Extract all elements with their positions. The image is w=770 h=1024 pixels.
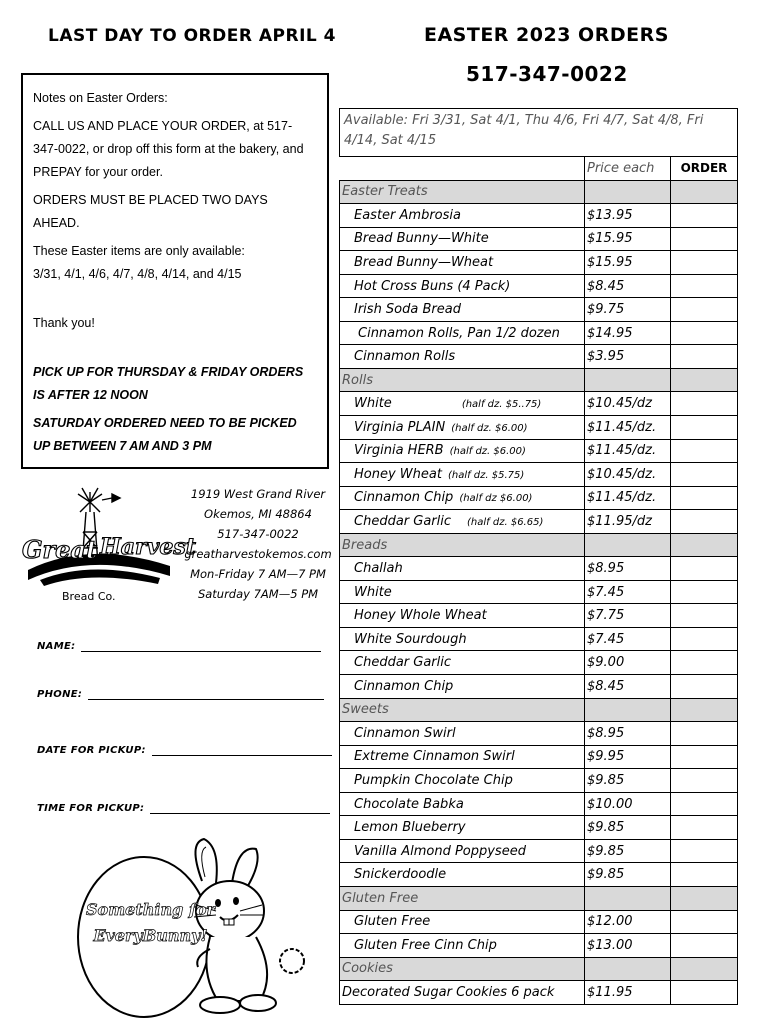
table-row bbox=[340, 627, 738, 651]
item-price: $10.00 bbox=[585, 792, 671, 816]
item-price: $15.95 bbox=[585, 227, 671, 251]
name-label: NAME: bbox=[37, 641, 76, 652]
table-row bbox=[340, 463, 738, 487]
item-cell bbox=[340, 439, 585, 463]
table-row bbox=[340, 769, 738, 793]
order-qty-cell[interactable] bbox=[671, 651, 738, 675]
availability-row bbox=[340, 109, 738, 157]
table-row bbox=[340, 934, 738, 958]
pickup-date-label: DATE FOR PICKUP: bbox=[37, 745, 146, 756]
table-row bbox=[340, 486, 738, 510]
item-name: Cheddar Garlic bbox=[354, 513, 452, 529]
item-price: $9.85 bbox=[585, 863, 671, 887]
table-row bbox=[340, 251, 738, 275]
notes-call-order: CALL US AND PLACE YOUR ORDER, at 517-347-0022, or drop off this form at the bakery, and PREPAY for your order. bbox=[33, 119, 304, 179]
address-hours-saturday: Saturday 7AM—5 PM bbox=[197, 587, 319, 601]
pickup-time-field[interactable] bbox=[37, 803, 330, 814]
notes-thanks: Thank you! bbox=[33, 316, 95, 330]
order-qty-cell[interactable] bbox=[671, 792, 738, 816]
item-price: $11.45/dz. bbox=[585, 486, 671, 510]
item-price: $3.95 bbox=[585, 345, 671, 369]
address-street: 1919 West Grand River bbox=[190, 487, 326, 501]
address-phone: 517-347-0022 bbox=[217, 527, 299, 541]
order-qty-cell[interactable] bbox=[671, 486, 738, 510]
great-harvest-logo bbox=[20, 482, 196, 603]
name-line[interactable] bbox=[81, 642, 321, 652]
item-name: Cinnamon Swirl bbox=[340, 722, 585, 746]
order-qty-cell[interactable] bbox=[671, 463, 738, 487]
order-qty-cell[interactable] bbox=[671, 604, 738, 628]
item-name: Easter Ambrosia bbox=[340, 204, 585, 228]
item-note: (half dz. $5..75) bbox=[461, 399, 542, 411]
table-row bbox=[340, 722, 738, 746]
item-price: $7.45 bbox=[585, 580, 671, 604]
category-row bbox=[340, 533, 738, 557]
item-price: $12.00 bbox=[585, 910, 671, 934]
order-qty-cell[interactable] bbox=[671, 910, 738, 934]
table-row bbox=[340, 345, 738, 369]
notes-two-days: ORDERS MUST BE PLACED TWO DAYS AHEAD. bbox=[33, 193, 268, 230]
item-price: $11.45/dz. bbox=[585, 416, 671, 440]
category-row bbox=[340, 698, 738, 722]
table-row bbox=[340, 651, 738, 675]
order-qty-cell[interactable] bbox=[671, 981, 738, 1005]
table-header-row bbox=[340, 157, 738, 181]
order-qty-cell[interactable] bbox=[671, 321, 738, 345]
bunny-slogan-line1: Something for bbox=[86, 900, 215, 919]
item-name: Chocolate Babka bbox=[340, 792, 585, 816]
item-name: Cinnamon Chip bbox=[340, 675, 585, 699]
bunny-illustration bbox=[70, 833, 332, 1018]
item-name: Virginia HERB bbox=[354, 443, 444, 459]
item-price: $10.45/dz bbox=[585, 392, 671, 416]
item-name: Gluten Free bbox=[340, 910, 585, 934]
item-price: $8.45 bbox=[585, 274, 671, 298]
item-name: White Sourdough bbox=[340, 627, 585, 651]
pickup-date-line[interactable] bbox=[152, 746, 332, 756]
table-row bbox=[340, 510, 738, 534]
item-price: $10.45/dz. bbox=[585, 463, 671, 487]
table-row bbox=[340, 416, 738, 440]
table-row bbox=[340, 816, 738, 840]
bunny-slogan bbox=[86, 897, 215, 949]
order-qty-cell[interactable] bbox=[671, 863, 738, 887]
item-price: $11.95/dz bbox=[585, 510, 671, 534]
table-row bbox=[340, 274, 738, 298]
svg-text:Great: Great bbox=[22, 535, 98, 564]
table-row bbox=[340, 745, 738, 769]
order-qty-cell[interactable] bbox=[671, 510, 738, 534]
order-qty-cell[interactable] bbox=[671, 580, 738, 604]
table-row bbox=[340, 839, 738, 863]
table-row bbox=[340, 439, 738, 463]
phone-line[interactable] bbox=[88, 690, 324, 700]
table-row bbox=[340, 604, 738, 628]
item-name: White bbox=[354, 396, 392, 412]
address-website: greatharvestokemos.com bbox=[184, 547, 332, 561]
order-qty-cell[interactable] bbox=[671, 675, 738, 699]
category-row bbox=[340, 180, 738, 204]
notes-pickup-weekday: PICK UP FOR THURSDAY & FRIDAY ORDERS IS AFTER 12 NOON bbox=[33, 365, 304, 402]
pickup-time-label: TIME FOR PICKUP: bbox=[37, 803, 145, 814]
item-note: (half dz. $6.00) bbox=[451, 422, 528, 434]
table-row bbox=[340, 227, 738, 251]
item-price: $11.45/dz. bbox=[585, 439, 671, 463]
item-cell bbox=[340, 510, 585, 534]
order-qty-cell[interactable] bbox=[671, 251, 738, 275]
order-qty-cell[interactable] bbox=[671, 934, 738, 958]
table-row bbox=[340, 675, 738, 699]
category-row bbox=[340, 368, 738, 392]
item-name: Decorated Sugar Cookies 6 pack bbox=[340, 981, 585, 1005]
name-field[interactable] bbox=[37, 641, 321, 652]
item-name: White bbox=[340, 580, 585, 604]
order-qty-cell[interactable] bbox=[671, 557, 738, 581]
item-name: Bread Bunny—Wheat bbox=[340, 251, 585, 275]
phone-label: PHONE: bbox=[37, 689, 83, 700]
table-row bbox=[340, 557, 738, 581]
item-cell bbox=[340, 416, 585, 440]
item-name: Irish Soda Bread bbox=[340, 298, 585, 322]
item-name: Cheddar Garlic bbox=[340, 651, 585, 675]
item-name: Extreme Cinnamon Swirl bbox=[340, 745, 585, 769]
order-qty-cell[interactable] bbox=[671, 816, 738, 840]
item-price: $9.00 bbox=[585, 651, 671, 675]
item-name: Hot Cross Buns (4 Pack) bbox=[340, 274, 585, 298]
order-qty-cell[interactable] bbox=[671, 722, 738, 746]
item-price: $8.95 bbox=[585, 557, 671, 581]
header-phone: 517-347-0022 bbox=[466, 62, 628, 86]
item-note: (half dz $6.00) bbox=[459, 493, 533, 505]
item-price: $9.85 bbox=[585, 769, 671, 793]
order-qty-cell[interactable] bbox=[671, 627, 738, 651]
order-qty-cell[interactable] bbox=[671, 204, 738, 228]
page-title: EASTER 2023 ORDERS bbox=[424, 24, 669, 46]
notes-availability-intro: These Easter items are only available: bbox=[33, 244, 245, 258]
item-price: $13.95 bbox=[585, 204, 671, 228]
category-row bbox=[340, 957, 738, 981]
availability-text: Available: Fri 3/31, Sat 4/1, Thu 4/6, Fri 4/7, Sat 4/8, Fri 4/14, Sat 4/15 bbox=[340, 109, 738, 157]
item-price: $7.45 bbox=[585, 627, 671, 651]
table-row bbox=[340, 321, 738, 345]
table-row bbox=[340, 204, 738, 228]
table-row bbox=[340, 580, 738, 604]
item-name: Challah bbox=[340, 557, 585, 581]
bakery-address bbox=[184, 484, 332, 604]
price-header: Price each bbox=[585, 157, 671, 181]
order-header: ORDER bbox=[671, 157, 738, 181]
item-name: Honey Wheat bbox=[354, 466, 442, 482]
table-row bbox=[340, 392, 738, 416]
category-label: Breads bbox=[340, 533, 585, 557]
order-qty-cell[interactable] bbox=[671, 298, 738, 322]
item-name: Cinnamon Rolls bbox=[340, 345, 585, 369]
table-row bbox=[340, 792, 738, 816]
item-price: $9.85 bbox=[585, 839, 671, 863]
table-row bbox=[340, 910, 738, 934]
item-cell bbox=[340, 392, 585, 416]
item-price: $11.95 bbox=[585, 981, 671, 1005]
order-qty-cell[interactable] bbox=[671, 745, 738, 769]
category-row bbox=[340, 886, 738, 910]
item-name: Pumpkin Chocolate Chip bbox=[340, 769, 585, 793]
item-note: (half dz. $5.75) bbox=[447, 469, 525, 481]
item-name: Snickerdoodle bbox=[340, 863, 585, 887]
item-price: $9.95 bbox=[585, 745, 671, 769]
order-qty-cell[interactable] bbox=[671, 227, 738, 251]
order-qty-cell[interactable] bbox=[671, 769, 738, 793]
address-city: Okemos, MI 48864 bbox=[204, 507, 312, 521]
notes-pickup-saturday: SATURDAY ORDERED NEED TO BE PICKED UP BETWEEN 7 AM AND 3 PM bbox=[33, 416, 297, 453]
table-row bbox=[340, 981, 738, 1005]
item-name: Vanilla Almond Poppyseed bbox=[340, 839, 585, 863]
pickup-time-line[interactable] bbox=[150, 804, 330, 814]
category-label: Gluten Free bbox=[340, 886, 585, 910]
address-hours-weekday: Mon-Friday 7 AM—7 PM bbox=[190, 567, 326, 581]
svg-text:Harvest: Harvest bbox=[100, 534, 196, 560]
item-cell bbox=[340, 486, 585, 510]
item-price: $9.75 bbox=[585, 298, 671, 322]
item-price: $7.75 bbox=[585, 604, 671, 628]
item-note: (half dz. $6.00) bbox=[449, 446, 526, 458]
category-label: Rolls bbox=[340, 368, 585, 392]
item-name: Lemon Blueberry bbox=[340, 816, 585, 840]
item-name: Bread Bunny—White bbox=[340, 227, 585, 251]
item-name: Gluten Free Cinn Chip bbox=[340, 934, 585, 958]
notes-box bbox=[21, 73, 329, 469]
table-row bbox=[340, 298, 738, 322]
pickup-date-field[interactable] bbox=[37, 745, 332, 756]
item-price: $8.95 bbox=[585, 722, 671, 746]
item-cell bbox=[340, 463, 585, 487]
svg-text:Bread Co.: Bread Co. bbox=[62, 590, 116, 603]
category-label: Sweets bbox=[340, 698, 585, 722]
item-name: Virginia PLAIN bbox=[354, 419, 446, 435]
order-qty-cell[interactable] bbox=[671, 274, 738, 298]
category-label: Cookies bbox=[340, 957, 585, 981]
item-price: $9.85 bbox=[585, 816, 671, 840]
table-row bbox=[340, 863, 738, 887]
bunny-slogan-line2: EveryBunny! bbox=[93, 926, 208, 945]
item-price: $8.45 bbox=[585, 675, 671, 699]
item-price: $13.00 bbox=[585, 934, 671, 958]
item-name: Honey Whole Wheat bbox=[340, 604, 585, 628]
item-name: Cinnamon Chip bbox=[354, 490, 454, 506]
item-price: $15.95 bbox=[585, 251, 671, 275]
order-qty-cell[interactable] bbox=[671, 439, 738, 463]
item-note: (half dz. $6.65) bbox=[467, 516, 544, 528]
phone-field[interactable] bbox=[37, 689, 324, 700]
notes-heading: Notes on Easter Orders: bbox=[33, 91, 168, 105]
item-name: Cinnamon Rolls, Pan 1/2 dozen bbox=[340, 321, 585, 345]
order-qty-cell[interactable] bbox=[671, 392, 738, 416]
notes-availability-dates: 3/31, 4/1, 4/6, 4/7, 4/8, 4/14, and 4/15 bbox=[33, 267, 242, 281]
item-price: $14.95 bbox=[585, 321, 671, 345]
order-qty-cell[interactable] bbox=[671, 345, 738, 369]
order-qty-cell[interactable] bbox=[671, 839, 738, 863]
category-label: Easter Treats bbox=[340, 180, 585, 204]
order-table bbox=[339, 108, 738, 1005]
order-qty-cell[interactable] bbox=[671, 416, 738, 440]
last-day-heading: LAST DAY TO ORDER APRIL 4 bbox=[48, 26, 336, 46]
